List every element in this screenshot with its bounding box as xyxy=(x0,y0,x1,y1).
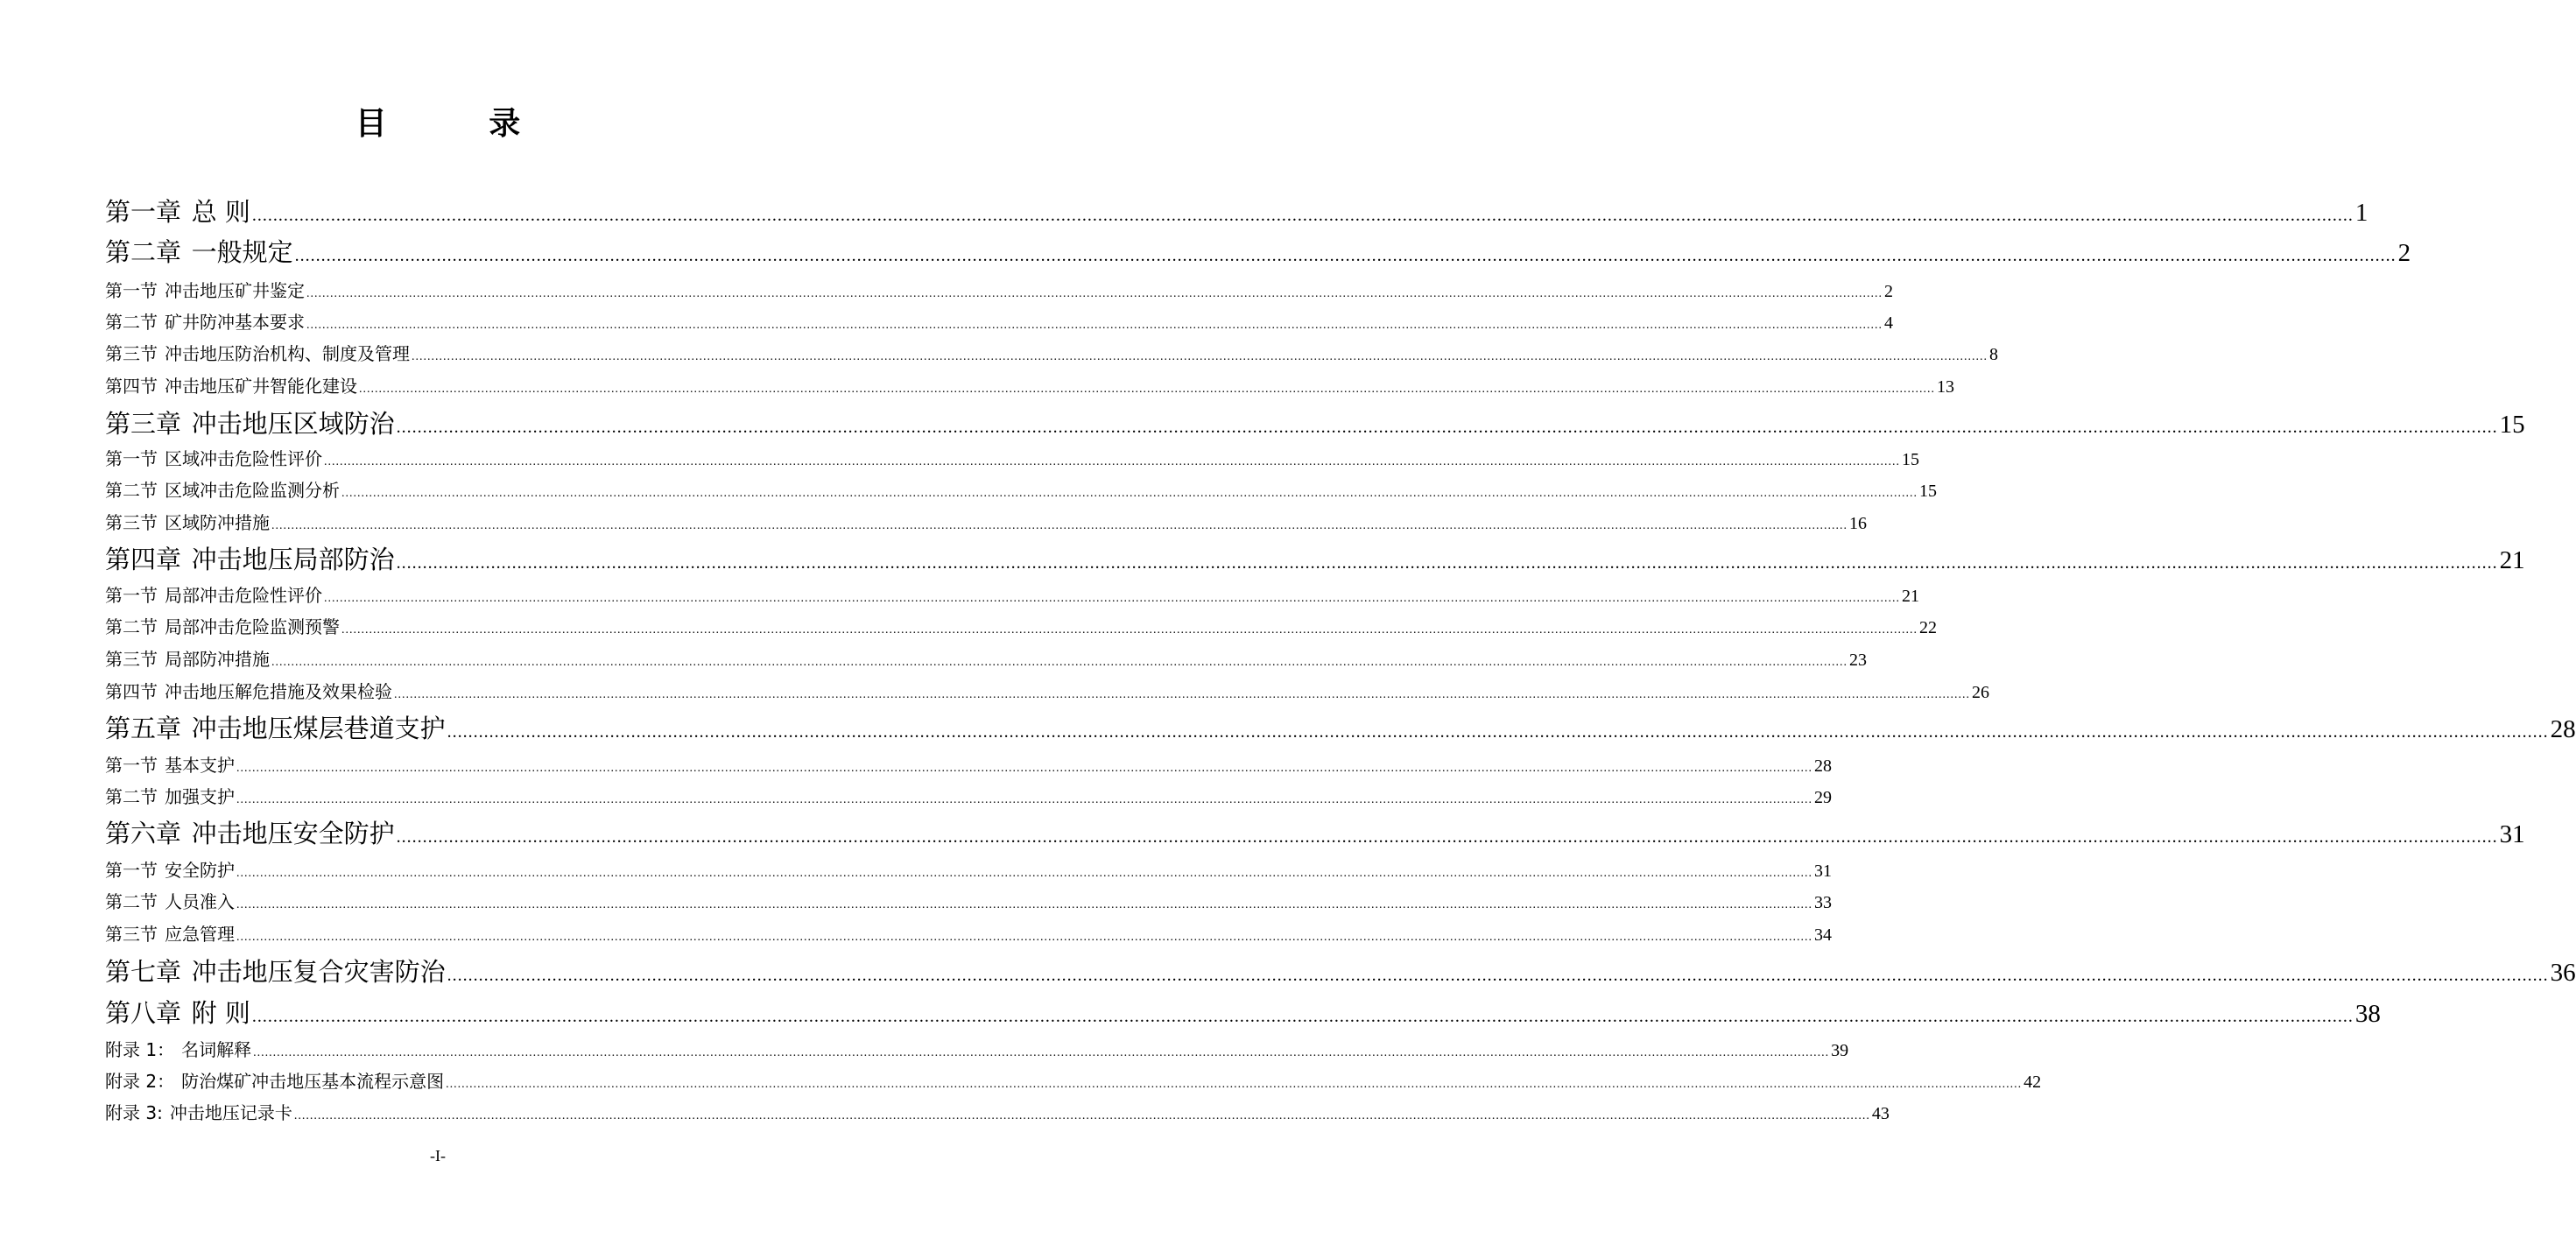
toc-entry-page-number: 16 xyxy=(1849,514,1867,533)
toc-entry-title xyxy=(105,679,392,704)
toc-entry-title xyxy=(105,995,250,1030)
toc-dot-leader: ................................................................................................................................................................................................................................................................................................................................................................................................................ xyxy=(359,383,1935,396)
toc-dot-leader: ................................................................................................................................................................................................................................................................................................................................................................................................................ xyxy=(341,487,1918,500)
toc-entry-title xyxy=(105,647,270,672)
toc-entry-prefix: 第二节 xyxy=(105,616,158,637)
page-title: 目 录 xyxy=(355,106,567,142)
toc-entry-page-number: 22 xyxy=(1919,618,1937,637)
toc-dot-leader: ................................................................................................................................................................................................................................................................................................................................................................................................................ xyxy=(324,455,1900,468)
toc-entry-title xyxy=(105,784,235,809)
toc-entry-title xyxy=(105,1038,251,1062)
toc-dot-leader: ................................................................................................................................................................................................................................................................................................................................................................................................................ xyxy=(306,319,1883,332)
toc-entry-prefix: 第八章 xyxy=(105,998,182,1028)
toc-entry-page-number: 1 xyxy=(2354,199,2368,227)
toc-dot-leader: ................................................................................................................................................................................................................................................................................................................................................................................................................ xyxy=(294,246,2397,265)
toc-entry-page-number: 2 xyxy=(2397,239,2411,267)
toc-entry-page-number: 26 xyxy=(1972,683,1989,702)
toc-entry-chapter[interactable] xyxy=(105,711,2576,746)
toc-dot-leader: ................................................................................................................................................................................................................................................................................................................................................................................................................ xyxy=(236,931,1812,944)
toc-entry-title xyxy=(105,753,235,777)
toc-entry-label: 冲击地压防治机构、制度及管理 xyxy=(165,343,410,364)
toc-dot-leader: ................................................................................................................................................................................................................................................................................................................................................................................................................ xyxy=(341,623,1918,637)
toc-entry-section[interactable] xyxy=(105,447,1919,471)
toc-dot-leader: ................................................................................................................................................................................................................................................................................................................................................................................................................ xyxy=(446,1078,2023,1091)
footer-page-number: -I- xyxy=(430,1147,446,1164)
toc-entry-title xyxy=(105,583,322,608)
toc-entry-label: 人员准入 xyxy=(165,891,235,912)
toc-entry-page-number: 23 xyxy=(1849,651,1867,670)
toc-entry-prefix: 第二节 xyxy=(105,891,158,912)
toc-dot-leader: ................................................................................................................................................................................................................................................................................................................................................................................................................ xyxy=(324,592,1900,605)
toc-entry-title xyxy=(105,922,235,946)
toc-entry-prefix: 第一节 xyxy=(105,448,158,469)
toc-entry-section[interactable] xyxy=(105,753,1832,777)
toc-entry-prefix: 第三章 xyxy=(105,409,182,439)
toc-entry-label: 冲击地压记录卡 xyxy=(169,1102,292,1123)
toc-entry-title xyxy=(105,310,305,334)
toc-entry-label: 名词解释 xyxy=(181,1039,252,1060)
toc-entry-label: 区域防冲措施 xyxy=(165,512,270,533)
toc-entry-prefix: 附录 1： xyxy=(105,1039,175,1060)
toc-entry-title xyxy=(105,954,446,989)
toc-entry-appendix[interactable] xyxy=(105,1038,1849,1062)
toc-entry-page-number: 15 xyxy=(1919,482,1937,501)
toc-entry-section[interactable] xyxy=(105,647,1867,672)
toc-entry-title xyxy=(105,858,235,883)
toc-dot-leader: ................................................................................................................................................................................................................................................................................................................................................................................................................ xyxy=(394,688,1970,701)
toc-entry-label: 局部防冲措施 xyxy=(165,649,270,670)
toc-entry-label: 矿井防冲基本要求 xyxy=(165,312,305,333)
toc-entry-title xyxy=(105,406,395,441)
toc-entry-prefix: 第一章 xyxy=(105,197,182,227)
toc-entry-page-number: 34 xyxy=(1814,925,1832,945)
toc-dot-leader: ................................................................................................................................................................................................................................................................................................................................................................................................................ xyxy=(236,762,1812,775)
toc-dot-leader: ................................................................................................................................................................................................................................................................................................................................................................................................................ xyxy=(236,867,1812,880)
toc-entry-section[interactable] xyxy=(105,478,1937,503)
toc-entry-section[interactable] xyxy=(105,374,1954,398)
toc-entry-label: 一般规定 xyxy=(191,237,293,267)
toc-entry-appendix[interactable] xyxy=(105,1101,1890,1125)
toc-entry-title xyxy=(105,478,340,503)
toc-entry-page-number: 8 xyxy=(1989,345,1998,364)
toc-entry-page-number: 15 xyxy=(2499,411,2525,439)
toc-entry-label: 区域冲击危险性评价 xyxy=(165,448,322,469)
toc-entry-prefix: 附录 2： xyxy=(105,1071,175,1092)
toc-entry-page-number: 36 xyxy=(2550,959,2576,987)
toc-entry-section[interactable] xyxy=(105,341,1998,366)
toc-dot-leader: ................................................................................................................................................................................................................................................................................................................................................................................................................ xyxy=(236,898,1812,911)
toc-entry-chapter[interactable] xyxy=(105,194,2368,229)
toc-dot-leader: ................................................................................................................................................................................................................................................................................................................................................................................................................ xyxy=(236,793,1812,806)
toc-entry-title xyxy=(105,510,270,535)
toc-entry-label: 加强支护 xyxy=(165,786,235,807)
toc-dot-leader: ................................................................................................................................................................................................................................................................................................................................................................................................................ xyxy=(396,418,2498,437)
toc-entry-prefix: 第一节 xyxy=(105,585,158,606)
toc-dot-leader: ................................................................................................................................................................................................................................................................................................................................................................................................................ xyxy=(251,1007,2354,1026)
toc-entry-section[interactable] xyxy=(105,922,1832,946)
toc-entry-title xyxy=(105,194,250,229)
toc-entry-section[interactable] xyxy=(105,615,1937,639)
toc-entry-title xyxy=(105,816,395,851)
toc-entry-label: 冲击地压矿井鉴定 xyxy=(165,280,305,301)
toc-entry-title xyxy=(105,278,305,303)
toc-entry-page-number: 21 xyxy=(2499,546,2525,574)
toc-entry-section[interactable] xyxy=(105,310,1893,334)
toc-entry-page-number: 2 xyxy=(1884,282,1893,301)
toc-entry-page-number: 31 xyxy=(2499,820,2525,848)
toc-entry-prefix: 第二章 xyxy=(105,237,182,267)
toc-entry-prefix: 第三节 xyxy=(105,924,158,945)
toc-dot-leader: ................................................................................................................................................................................................................................................................................................................................................................................................................ xyxy=(293,1109,1870,1122)
toc-entry-label: 区域冲击危险监测分析 xyxy=(165,480,340,501)
toc-dot-leader: ................................................................................................................................................................................................................................................................................................................................................................................................................ xyxy=(253,1046,1830,1059)
toc-entry-prefix: 第二节 xyxy=(105,480,158,501)
toc-entry-title xyxy=(105,1101,292,1125)
toc-entry-title xyxy=(105,542,395,577)
toc-entry-title xyxy=(105,615,340,639)
toc-entry-page-number: 13 xyxy=(1937,377,1954,397)
toc-entry-label: 冲击地压安全防护 xyxy=(191,819,395,848)
toc-entry-page-number: 39 xyxy=(1831,1041,1849,1060)
toc-entry-page-number: 31 xyxy=(1814,862,1832,881)
toc-entry-section[interactable] xyxy=(105,784,1832,809)
toc-dot-leader: ................................................................................................................................................................................................................................................................................................................................................................................................................ xyxy=(447,966,2549,985)
toc-entry-page-number: 42 xyxy=(2023,1073,2042,1092)
toc-entry-title xyxy=(105,374,357,398)
toc-dot-leader: ................................................................................................................................................................................................................................................................................................................................................................................................................ xyxy=(396,827,2498,847)
toc-entry-prefix: 第四章 xyxy=(105,545,182,574)
toc-entry-title xyxy=(105,890,235,914)
toc-dot-leader: ................................................................................................................................................................................................................................................................................................................................................................................................................ xyxy=(447,722,2549,742)
toc-entry-prefix: 第二节 xyxy=(105,786,158,807)
toc-entry-prefix: 第六章 xyxy=(105,819,182,848)
toc-entry-title xyxy=(105,235,293,270)
toc-entry-section[interactable] xyxy=(105,890,1832,914)
toc-entry-page-number: 4 xyxy=(1884,313,1893,333)
toc-entry-title xyxy=(105,341,410,366)
toc-entry-section[interactable] xyxy=(105,278,1893,303)
toc-entry-prefix: 第二节 xyxy=(105,312,158,333)
toc-entry-label: 冲击地压煤层巷道支护 xyxy=(191,714,446,743)
toc-entry-chapter[interactable] xyxy=(105,542,2525,577)
toc-entry-page-number: 38 xyxy=(2354,1000,2381,1028)
toc-entry-prefix: 第三节 xyxy=(105,649,158,670)
toc-entry-page-number: 28 xyxy=(1814,756,1832,776)
toc-entry-label: 局部冲击危险性评价 xyxy=(165,585,322,606)
toc-entry-section[interactable] xyxy=(105,583,1919,608)
toc-entry-label: 防治煤矿冲击地压基本流程示意图 xyxy=(181,1071,445,1092)
toc-entry-section[interactable] xyxy=(105,510,1867,535)
toc-entry-chapter[interactable] xyxy=(105,406,2525,441)
toc-entry-prefix: 第四节 xyxy=(105,376,158,397)
toc-entry-label: 应急管理 xyxy=(165,924,235,945)
toc-entry-label: 冲击地压区域防治 xyxy=(191,409,395,439)
toc-entry-label: 冲击地压解危措施及效果检验 xyxy=(165,681,392,702)
toc-entry-prefix: 第三节 xyxy=(105,343,158,364)
toc-dot-leader: ................................................................................................................................................................................................................................................................................................................................................................................................................ xyxy=(271,656,1848,669)
toc-entry-label: 安全防护 xyxy=(165,860,235,881)
toc-entry-appendix[interactable] xyxy=(105,1069,2042,1094)
toc-entry-prefix: 第三节 xyxy=(105,512,158,533)
toc-dot-leader: ................................................................................................................................................................................................................................................................................................................................................................................................................ xyxy=(306,287,1883,300)
toc-entry-chapter[interactable] xyxy=(105,235,2411,270)
toc-entry-label: 局部冲击危险监测预警 xyxy=(165,616,340,637)
toc-entry-prefix: 第一节 xyxy=(105,755,158,776)
toc-entry-chapter[interactable] xyxy=(105,954,2576,989)
toc-entry-label: 冲击地压矿井智能化建设 xyxy=(165,376,357,397)
toc-entry-label: 总 则 xyxy=(191,197,250,227)
toc-entry-page-number: 28 xyxy=(2550,715,2576,743)
toc-entry-page-number: 21 xyxy=(1902,587,1919,606)
toc-entry-prefix: 第七章 xyxy=(105,957,182,987)
toc-entry-chapter[interactable] xyxy=(105,995,2381,1030)
toc-dot-leader: ................................................................................................................................................................................................................................................................................................................................................................................................................ xyxy=(271,519,1848,532)
toc-entry-prefix: 第一节 xyxy=(105,860,158,881)
toc-entry-title xyxy=(105,447,322,471)
toc-entry-section[interactable] xyxy=(105,679,1989,704)
toc-entry-prefix: 第五章 xyxy=(105,714,182,743)
toc-entry-page-number: 29 xyxy=(1814,788,1832,807)
toc-entry-prefix: 附录 3: xyxy=(105,1102,163,1123)
toc-entry-page-number: 15 xyxy=(1902,450,1919,469)
toc-entry-title xyxy=(105,711,446,746)
toc-entry-label: 附 则 xyxy=(191,998,250,1028)
toc-entry-label: 冲击地压复合灾害防治 xyxy=(191,957,446,987)
toc-entry-label: 基本支护 xyxy=(165,755,235,776)
toc-entry-label: 冲击地压局部防治 xyxy=(191,545,395,574)
toc-entry-title xyxy=(105,1069,444,1094)
toc-dot-leader: ................................................................................................................................................................................................................................................................................................................................................................................................................ xyxy=(251,206,2354,225)
toc-entry-page-number: 33 xyxy=(1814,893,1832,912)
toc-entry-prefix: 第一节 xyxy=(105,280,158,301)
toc-dot-leader: ................................................................................................................................................................................................................................................................................................................................................................................................................ xyxy=(396,553,2498,573)
toc-entry-page-number: 43 xyxy=(1871,1104,1890,1123)
toc-entry-prefix: 第四节 xyxy=(105,681,158,702)
toc-entry-section[interactable] xyxy=(105,858,1832,883)
toc-dot-leader: ................................................................................................................................................................................................................................................................................................................................................................................................................ xyxy=(412,350,1988,363)
toc-entry-chapter[interactable] xyxy=(105,816,2525,851)
